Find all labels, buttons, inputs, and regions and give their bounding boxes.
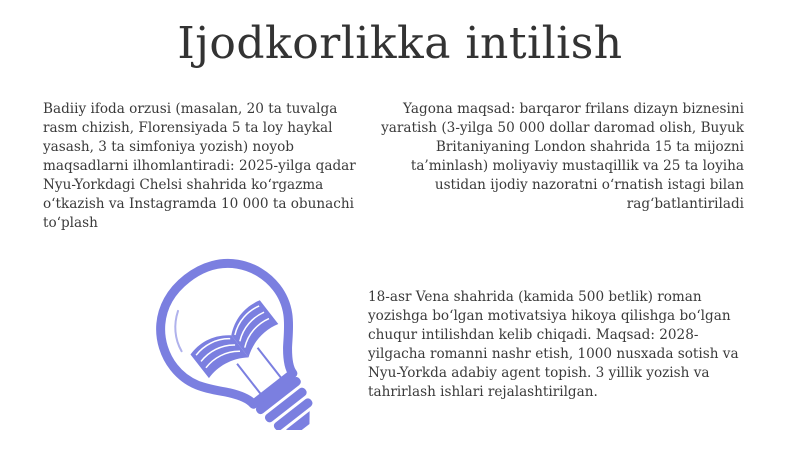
slide-title: Ijodkorlikka intilish: [177, 18, 623, 69]
lightbulb-book-icon: [150, 250, 320, 430]
text-block-novel-goal: 18-asr Vena shahrida (kamida 500 betlik) roman yozishga bo‘lgan motivatsiya hikoya qilishga bo‘lgan chuqur intilishdan kelib chiqadi. Maqsad: 2028-yilgacha romanni nashr etish, 1000 nusxada sotish va Nyu-Yorkda adabiy agent topish. 3 yillik yozish va tahrirlash ishlari rejalashtirilgan.: [368, 289, 739, 400]
text-block-artistic-goals: Badiiy ifoda orzusi (masalan, 20 ta tuvalga rasm chizish, Florensiyada 5 ta loy haykal yasash, 3 ta simfoniya yozish) noyob maqsadlarni ilhomlantiradi: 2025-yilga qadar Nyu-Yorkdagi Chelsi shahrida ko‘rgazma o‘tkazish va Instagramda 10 000 ta obunachi to‘plash: [43, 101, 356, 231]
text-block-freelance-goal: Yagona maqsad: barqaror frilans dizayn biznesini yaratish (3-yilga 50 000 dollar daromad olish, Buyuk Britaniyaning London shahrida 15 ta mijozni ta’minlash) moliyaviy mustaqillik va 25 ta loyiha ustidan ijodiy nazoratni o‘rnatish istagi bilan rag‘batlantiriladi: [381, 101, 744, 212]
